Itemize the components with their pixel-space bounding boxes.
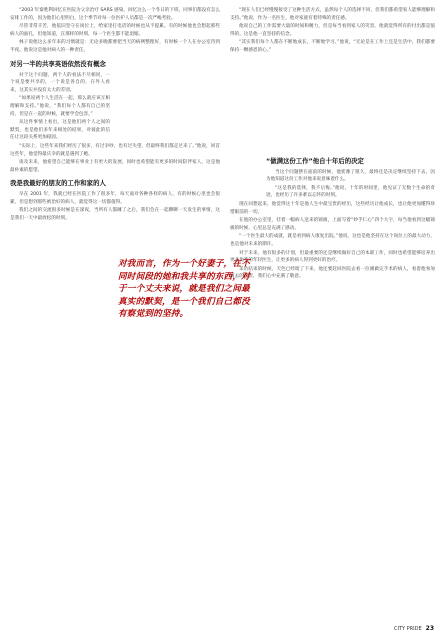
- body-paragraph: 谈及未来，他希望自己能够在事业上有更大的发展，同时也希望能有更多的时间陪伴家人，这是他最朴素的愿望。: [10, 160, 220, 173]
- magazine-name: CITY PRIDE: [394, 625, 422, 632]
- body-paragraph: “其实我们每个人都在不断地成长，不断地学习。”他说，“无论是在工作上还是生活中，我们都要保持一颗感恩的心。”: [230, 40, 435, 53]
- page-number: 23: [425, 625, 434, 632]
- body-paragraph: “如果说两个人生活在一起，那么就应该互相理解和支持。”他说，“我们每个人都有自己的坚持，但是在一起的时候，就要学会包容。”: [10, 96, 110, 117]
- body-paragraph: “2003 年秦胜利回忆在医院为父亲治疗 SARS 感染，回忆这么一个冬日的下班，同事们都没有怎么安排工作的，因为他们心里明白，这个季节对每一位医护人员都是一次严峻考验。: [10, 8, 220, 21]
- pull-quote: 对我而言，作为一个好妻子，在不同时间段的她和我共享的东西，对于一个丈夫来说，就是我们之间最真实的默契，是一个我们自己都没有察觉到的坚持。: [118, 259, 250, 320]
- section-heading: 对另一半的共享英语依然没有概念: [10, 59, 106, 68]
- body-paragraph: “一个医生最大的成就，就是看到病人康复出院。”他说，这也是他坚持在这个岗位上的最大动力，也是他对未来的期许。: [230, 234, 435, 247]
- left-narrow-block: [10, 72, 110, 142]
- section-heading: “做满这份工作”他自十年后的决定: [266, 156, 364, 165]
- body-paragraph: 对于未来，他有很多的计划，但最重要的还是继续做好自己的本职工作，同时也希望能够培养出更多优秀的年轻医生，让更多的病人得到更好的治疗。: [230, 250, 435, 264]
- body-paragraph: 我们之间的交流很多时候是在深夜，当所有人都睡了之后，我们会在一起聊聊一天发生的事情，这是我们一天中最放松的时刻。: [10, 208, 220, 222]
- body-paragraph: “实际上，这些年来我们经历了很多，有过争吵，也有过失望，但最终我们都走过来了。”他说，回首这些年，他觉得最庆幸的就是遇到了她。: [10, 143, 220, 157]
- body-paragraph: 尽管非常辛苦，他依旧坚守在岗位上，给家里打电话的时候也从不提累。有的时候他也会想起那些病人的面孔，但他知道，在那样的时刻，每一个医生都不能退缩。: [10, 24, 220, 37]
- right-column: [230, 0, 435, 282]
- body-paragraph: 采访结束的时候，天色已经暗了下来，他还要赶回医院去看一位刚做完手术的病人，看着他匆匆离去的背影，我们心中充满了敬意。: [230, 266, 435, 280]
- body-paragraph: 在他的办公室里，挂着一幅病人送来的锦旗，上面写着“妙手仁心”四个大字，每当他看到这幅锦旗的时候，心里总是充满了感动。: [230, 218, 435, 231]
- pullquote-spacer: [230, 56, 435, 152]
- body-paragraph: 从这件事情上看出，这是他们两个人之间的默契，也是他们多年来相处的结果，对彼此的信任让这段关系更加稳固。: [10, 120, 110, 141]
- body-paragraph: 他说自己的工作需要大量的时间和精力，但是每当看到家人的笑容，他就觉得所有的付出都是值得的。这是他一直坚持的信念。: [230, 24, 435, 37]
- page-footer: [394, 625, 434, 632]
- section-heading-2: 我是我最好的朋友的工作和家的人: [10, 179, 106, 188]
- body-paragraph: “这是我的选择，我不后悔。”他说，十年的时间里，他见证了无数个生命的奇迹，也经历了许多难以忘怀的时刻。: [266, 185, 435, 199]
- body-paragraph: 林子说他这么多年来的习惯就是：无论多晚都要把当天的病例整理好，有时候一个人在办公室待到半夜。他说这是他对病人的一种责任。: [10, 40, 220, 53]
- right-indented-block: [230, 169, 435, 200]
- body-paragraph: “现在人们已经慢慢接受了这种生活方式，虽然每个人的选择不同，但我们都希望家人能够理解和支持。”他说，作为一名医生，他对家庭有着特殊的责任感。: [230, 8, 435, 21]
- body-paragraph: 现在回想起来，他觉得这十年是他人生中最宝贵的经历，这些经历让他成长，也让他更加懂得珍惜眼前的一切。: [230, 201, 435, 215]
- body-paragraph: 当这个问题摆在面前的时候，他犹豫了很久，最终还是决定继续坚持下去，因为他知道这份工作对他来说意味着什么。: [266, 169, 435, 183]
- body-paragraph: 对于这个问题，两个人的看法不尽相同，一个说是要共享的，一个说是各自的，在外人看来，这其实并没有太大的差别。: [10, 72, 110, 93]
- body-paragraph: 早在 2001 年，我就已经在医院工作了很多年，每天面对各种各样的病人，有的时候心里也会很累，但是想到那些被治好的病人，就觉得这一切都值得。: [10, 192, 220, 205]
- left-column: [10, 0, 220, 224]
